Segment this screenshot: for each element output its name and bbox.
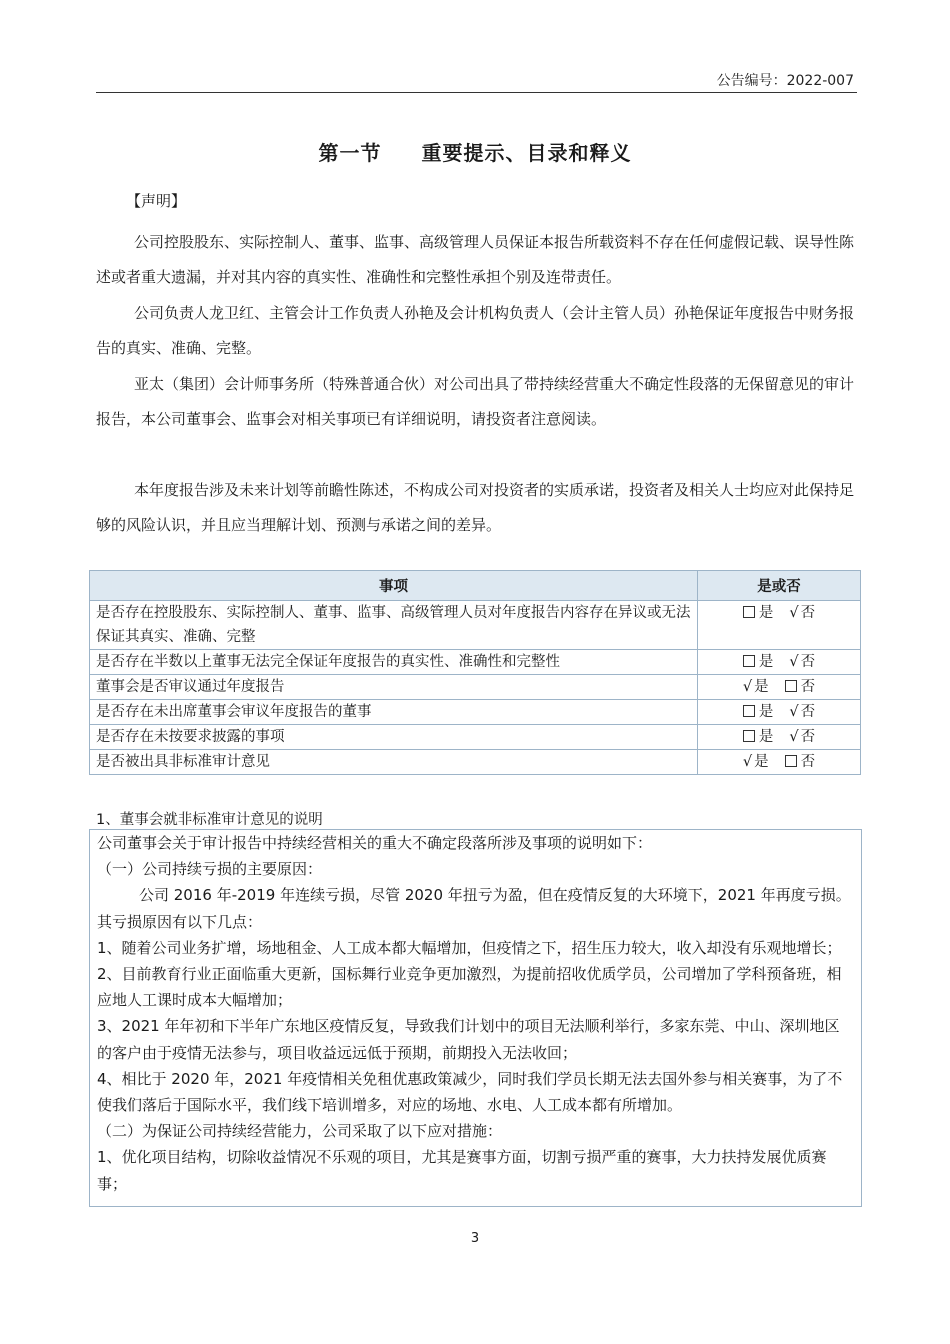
option-yes: √ 是 xyxy=(743,675,769,699)
column-header-answer: 是或否 xyxy=(698,571,861,601)
note-line: 1、随着公司业务扩增，场地租金、人工成本都大幅增加，但疫情之下，招生压力较大，收入却没有乐观地增长； xyxy=(97,938,842,957)
statement-paragraph: 本年度报告涉及未来计划等前瞻性陈述，不构成公司对投资者的实质承诺，投资者及相关人士均应对此保持足够的风险认识，并且应当理解计划、预测与承诺之间的差异。 xyxy=(96,481,855,534)
note-line: （一）公司持续亏损的主要原因： xyxy=(97,860,323,879)
row-item-text: 是否存在控股股东、实际控制人、董事、监事、高级管理人员对年度报告内容存在异议或无法保证其真实、准确、完整 xyxy=(90,601,698,650)
row-item-text: 董事会是否审议通过年度报告 xyxy=(90,675,698,700)
empty-checkbox-icon xyxy=(743,730,755,742)
table-row xyxy=(90,725,861,750)
option-no: √ 否 xyxy=(789,725,815,749)
option-yes: 是 xyxy=(743,725,774,749)
checkmark-icon: √ xyxy=(789,605,799,621)
option-no: √ 否 xyxy=(789,650,815,674)
row-item-text: 是否被出具非标准审计意见 xyxy=(90,750,698,775)
row-answer xyxy=(698,700,861,725)
note-line: 1、优化项目结构，切除收益情况不乐观的项目，尤其是赛事方面，切割亏损严重的赛事，大力扶持发展优质赛事； xyxy=(97,1148,827,1193)
note-heading: 1、董事会就非标准审计意见的说明 xyxy=(96,812,323,828)
column-header-item: 事项 xyxy=(90,571,698,601)
note-line: 公司董事会关于审计报告中持续经营相关的重大不确定段落所涉及事项的说明如下： xyxy=(97,834,653,852)
option-yes: 是 xyxy=(743,650,774,674)
checkmark-icon: √ xyxy=(742,679,753,695)
row-item-text: 是否存在未按要求披露的事项 xyxy=(90,725,698,750)
header-divider xyxy=(96,92,857,93)
note-line: （二）为保证公司持续经营能力，公司采取了以下应对措施： xyxy=(97,1122,503,1141)
table-row xyxy=(90,750,861,775)
empty-checkbox-icon xyxy=(743,606,755,618)
row-answer xyxy=(698,725,861,750)
row-answer xyxy=(698,650,861,675)
section-number: 第一节 xyxy=(318,141,382,165)
option-yes: 是 xyxy=(743,700,774,724)
statement-paragraph: 公司控股股东、实际控制人、董事、监事、高级管理人员保证本报告所载资料不存在任何虚假记载、误导性陈述或者重大遗漏，并对其内容的真实性、准确性和完整性承担个别及连带责任。 xyxy=(96,233,855,286)
empty-checkbox-icon xyxy=(785,755,797,767)
announcement-number: 公告编号：2022-007 xyxy=(716,73,854,89)
table-row xyxy=(90,675,861,700)
note-line: 公司 2016 年-2019 年连续亏损，尽管 2020 年扭亏为盈，但在疫情反复的大环境下，2021 年再度亏损。其亏损原因有以下几点： xyxy=(97,886,851,931)
row-item-text: 是否存在半数以上董事无法完全保证年度报告的真实性、准确性和完整性 xyxy=(90,650,698,675)
empty-checkbox-icon xyxy=(785,680,797,692)
page-number: 3 xyxy=(470,1231,480,1246)
note-line: 3、2021 年年初和下半年广东地区疫情反复，导致我们计划中的项目无法顺利举行，多家东莞、中山、深圳地区的客户由于疫情无法参与，项目收益远远低于预期，前期投入无法收回； xyxy=(97,1017,840,1062)
note-content-box xyxy=(89,829,862,1207)
row-answer xyxy=(698,601,861,650)
table-row xyxy=(90,650,861,675)
empty-checkbox-icon xyxy=(743,705,755,717)
note-line: 2、目前教育行业正面临重大更新，国标舞行业竞争更加激烈，为提前招收优质学员，公司增加了学科预备班，相应地人工课时成本大幅增加； xyxy=(97,965,842,1010)
checkmark-icon: √ xyxy=(789,704,799,720)
option-no: 否 xyxy=(785,750,816,774)
checkmark-icon: √ xyxy=(789,729,799,745)
option-yes: 是 xyxy=(743,601,774,625)
empty-checkbox-icon xyxy=(743,655,755,667)
option-yes: √ 是 xyxy=(743,750,769,774)
note-line: 4、相比于 2020 年，2021 年疫情相关免租优惠政策减少，同时我们学员长期无法去国外参与相关赛事，为了不使我们落后于国际水平，我们线下培训增多，对应的场地、水电、人工成本都有所增加。 xyxy=(97,1069,843,1115)
statement-label: 【声明】 xyxy=(126,192,187,210)
checkmark-icon: √ xyxy=(742,754,753,770)
section-title xyxy=(0,137,950,166)
row-answer xyxy=(698,675,861,700)
table-row xyxy=(90,601,861,650)
row-answer xyxy=(698,750,861,775)
option-no: √ 否 xyxy=(789,700,815,724)
disclosure-table xyxy=(89,570,861,775)
option-no: 否 xyxy=(785,675,816,699)
section-heading: 重要提示、目录和释义 xyxy=(421,141,632,165)
table-row xyxy=(90,700,861,725)
statement-paragraph: 亚太（集团）会计师事务所（特殊普通合伙）对公司出具了带持续经营重大不确定性段落的无保留意见的审计报告，本公司董事会、监事会对相关事项已有详细说明，请投资者注意阅读。 xyxy=(96,375,855,428)
statement-paragraph: 公司负责人龙卫红、主管会计工作负责人孙艳及会计机构负责人（会计主管人员）孙艳保证年度报告中财务报告的真实、准确、完整。 xyxy=(96,304,855,357)
row-item-text: 是否存在未出席董事会审议年度报告的董事 xyxy=(90,700,698,725)
option-no: √ 否 xyxy=(789,601,815,625)
checkmark-icon: √ xyxy=(789,654,799,670)
